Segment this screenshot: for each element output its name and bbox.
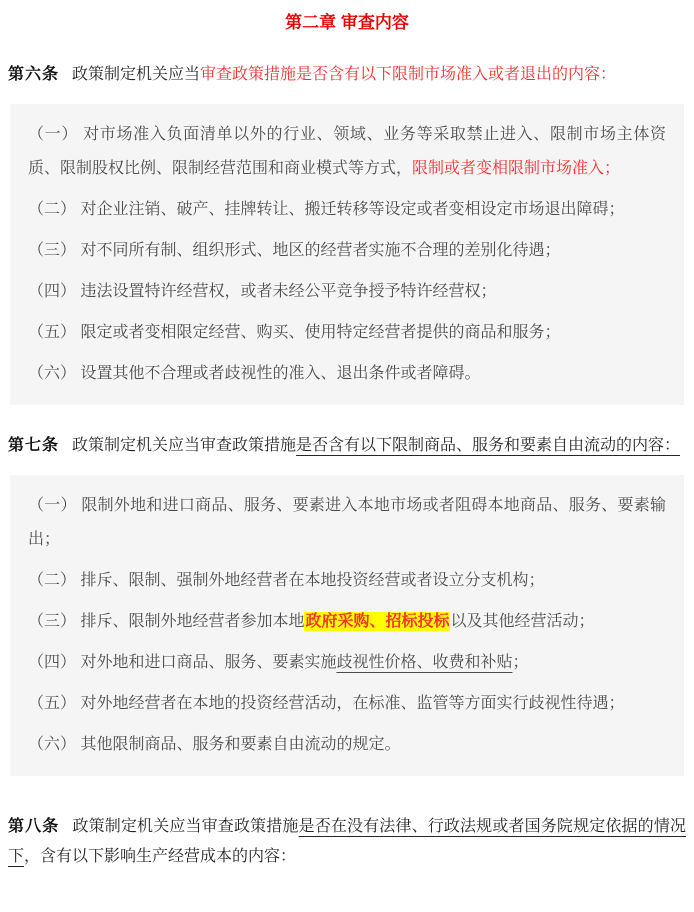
article-7-item-3 — [28, 605, 666, 639]
article-7-item-3-text: （三） 排斥、限制外地经营者参加本地 — [28, 613, 305, 630]
article-8-intro — [8, 812, 686, 872]
article-6-item-2: （二） 对企业注销、破产、挂牌转让、搬迁转移等设定或者变相设定市场退出障碍； — [28, 201, 625, 218]
article-6-item-1-text: （一） 对市场准入负面清单以外的行业、领域、业务等采取禁止进入、限制市场主体资质、限制股权比例、限制经营范围和商业模式等方式， — [28, 126, 666, 177]
article-7-item-4 — [28, 646, 666, 680]
article-6-item-5: （五） 限定或者变相限定经营、购买、使用特定经营者提供的商品和服务； — [28, 324, 561, 341]
article-7-item-4-underlined: 歧视性价格、收费和补贴 — [336, 654, 513, 671]
article-8-intro-underlined: 是否在没有法律、行政法规或者国务院规定依据的情况下 — [8, 818, 686, 865]
article-6-items-panel — [10, 104, 684, 405]
article-6-item-1 — [28, 118, 666, 186]
article-6-item-4: （四） 违法设置特许经营权，或者未经公平竞争授予特许经营权； — [28, 283, 497, 300]
article-7-item-2: （二） 排斥、限制、强制外地经营者在本地投资经营或者设立分支机构； — [28, 572, 545, 589]
article-8-intro-plain: 政策制定机关应当审查政策措施 — [72, 818, 299, 835]
article-7-item-4-rest: ； — [512, 654, 529, 671]
article-6-intro-plain: 政策制定机关应当 — [72, 66, 201, 83]
article-6-intro-red-emphasis: 审查政策措施是否含有以下限制市场准入或者退出的内容： — [200, 66, 617, 83]
article-7-item-6: （六） 其他限制商品、服务和要素自由流动的规定。 — [28, 736, 401, 753]
chapter-title: 第二章 审查内容 — [285, 13, 409, 32]
article-6-intro — [8, 60, 686, 90]
article-7-item-1: （一） 限制外地和进口商品、服务、要素进入本地市场或者阻碍本地商品、服务、要素输出； — [28, 497, 666, 548]
article-7-items-panel — [10, 475, 684, 776]
article-6-item-1-red-emphasis: 限制或者变相限制市场准入； — [412, 160, 621, 177]
article-7-intro-underlined: 是否含有以下限制商品、服务和要素自由流动的内容： — [296, 437, 681, 454]
article-7-item-3-rest: 以及其他经营活动； — [450, 613, 595, 630]
article-7-item-5: （五） 对外地经营者在本地的投资经营活动，在标准、监管等方面实行歧视性待遇； — [28, 695, 625, 712]
article-8-label: 第八条 — [8, 818, 60, 835]
article-6-item-3: （三） 对不同所有制、组织形式、地区的经营者实施不合理的差别化待遇； — [28, 242, 561, 259]
article-7-item-3-highlight: 政府采购、招标投标 — [305, 613, 450, 630]
article-7-intro-plain: 政策制定机关应当审查政策措施 — [72, 437, 297, 454]
article-6-label: 第六条 — [8, 66, 60, 83]
article-7-intro — [8, 431, 686, 461]
article-8-intro-rest: ，含有以下影响生产经营成本的内容： — [24, 848, 297, 865]
article-6-item-6: （六） 设置其他不合理或者歧视性的准入、退出条件或者障碍。 — [28, 365, 481, 382]
article-7-item-4-text: （四） 对外地和进口商品、服务、要素实施 — [28, 654, 337, 671]
article-7-label: 第七条 — [8, 437, 60, 454]
